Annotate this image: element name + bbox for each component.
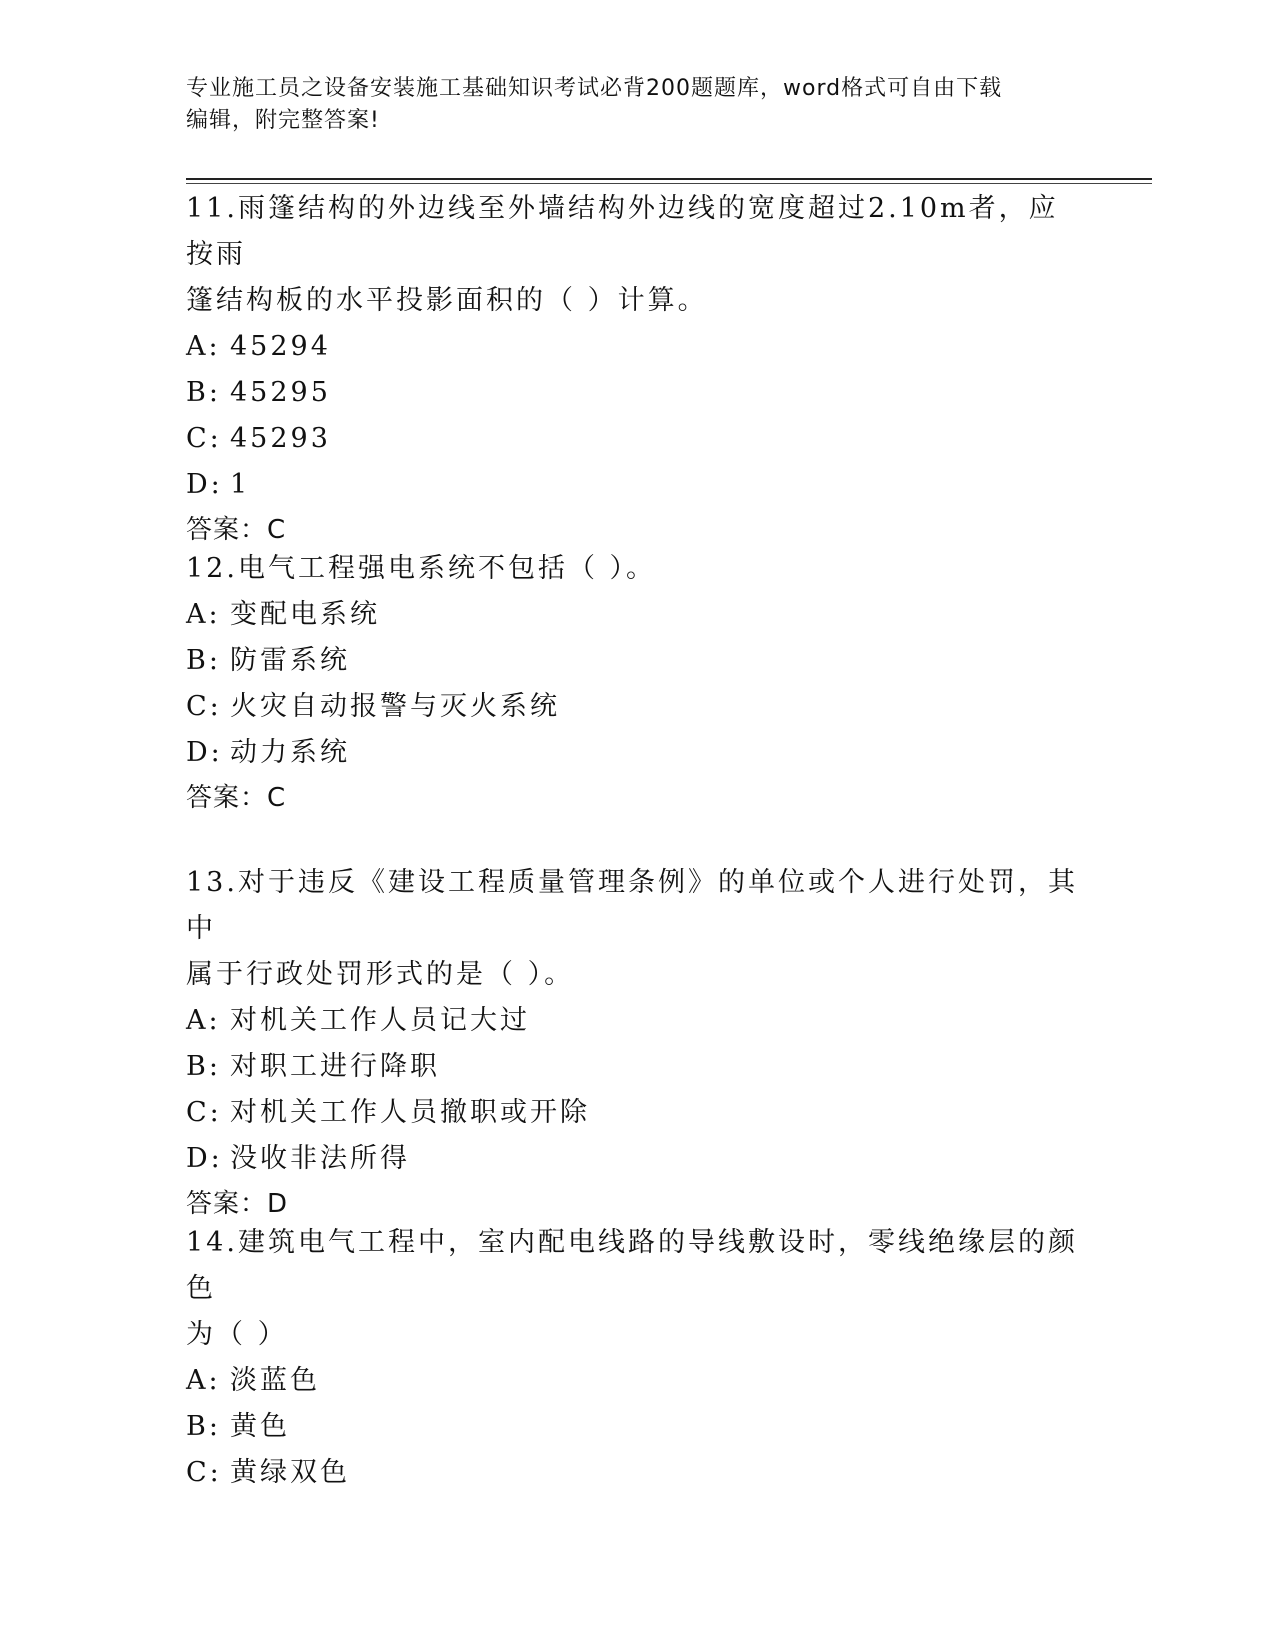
option-text: 45294	[230, 331, 331, 362]
question-stem-line-2: 篷结构板的水平投影面积的（ ）计算。	[186, 285, 708, 316]
question-stem-line-1: 13.对于违反《建设工程质量管理条例》的单位或个人进行处罚，其中	[186, 867, 1078, 944]
question-stem-line-2: 属于行政处罚形式的是（ ）。	[186, 959, 575, 990]
option-c	[186, 1090, 1086, 1136]
header-divider-thin	[186, 183, 1152, 184]
option-b	[186, 638, 1086, 684]
option-text: 变配电系统	[230, 599, 380, 630]
option-text: 没收非法所得	[230, 1143, 410, 1174]
option-a	[186, 592, 1086, 638]
option-label: B:	[186, 1051, 221, 1082]
question-11	[186, 186, 1086, 552]
option-label: A:	[186, 1005, 221, 1036]
option-b	[186, 370, 1086, 416]
option-a	[186, 324, 1086, 370]
option-c	[186, 1450, 1086, 1496]
option-d	[186, 1136, 1086, 1182]
option-a	[186, 998, 1086, 1044]
question-12	[186, 546, 1086, 820]
option-text: 黄绿双色	[230, 1457, 350, 1488]
answer-line: 答案：C	[186, 783, 287, 813]
document-header	[186, 73, 1066, 137]
option-text: 对职工进行降职	[230, 1051, 440, 1082]
option-text: 火灾自动报警与灭火系统	[230, 691, 560, 722]
option-b	[186, 1404, 1086, 1450]
option-c	[186, 684, 1086, 730]
option-label: A:	[186, 599, 221, 630]
option-label: D:	[186, 737, 223, 768]
answer-line: 答案：C	[186, 515, 287, 545]
option-label: A:	[186, 331, 221, 362]
option-label: D:	[186, 1143, 223, 1174]
header-line-1: 专业施工员之设备安装施工基础知识考试必背200题题库，word格式可自由下载	[186, 76, 1003, 101]
option-label: C:	[186, 1457, 222, 1488]
option-label: D:	[186, 469, 223, 500]
option-text: 防雷系统	[230, 645, 350, 676]
option-text: 黄色	[230, 1411, 290, 1442]
option-label: C:	[186, 691, 222, 722]
option-text: 淡蓝色	[230, 1365, 320, 1396]
header-line-2: 编辑，附完整答案!	[186, 108, 380, 133]
question-stem-line-1: 11.雨篷结构的外边线至外墙结构外边线的宽度超过2.10m者，应按雨	[186, 193, 1059, 270]
option-text: 动力系统	[230, 737, 350, 768]
option-label: B:	[186, 645, 221, 676]
option-text: 对机关工作人员记大过	[230, 1005, 530, 1036]
header-divider-thick	[186, 178, 1152, 180]
option-text: 45295	[230, 377, 331, 408]
question-stem-line-1: 14.建筑电气工程中，室内配电线路的导线敷设时，零线绝缘层的颜色	[186, 1227, 1078, 1304]
option-label: C:	[186, 423, 222, 454]
option-label: C:	[186, 1097, 222, 1128]
question-stem-line-2: 为（ ）	[186, 1319, 288, 1350]
answer-line: 答案：D	[186, 1189, 289, 1219]
option-d	[186, 462, 1086, 508]
question-stem-line-1: 12.电气工程强电系统不包括（ ）。	[186, 553, 657, 584]
question-14	[186, 1220, 1086, 1496]
option-text: 45293	[230, 423, 331, 454]
option-label: B:	[186, 1411, 221, 1442]
option-b	[186, 1044, 1086, 1090]
option-c	[186, 416, 1086, 462]
option-d	[186, 730, 1086, 776]
option-text: 1	[230, 469, 251, 500]
option-label: B:	[186, 377, 221, 408]
question-13	[186, 860, 1086, 1226]
option-text: 对机关工作人员撤职或开除	[230, 1097, 590, 1128]
option-a	[186, 1358, 1086, 1404]
option-label: A:	[186, 1365, 221, 1396]
